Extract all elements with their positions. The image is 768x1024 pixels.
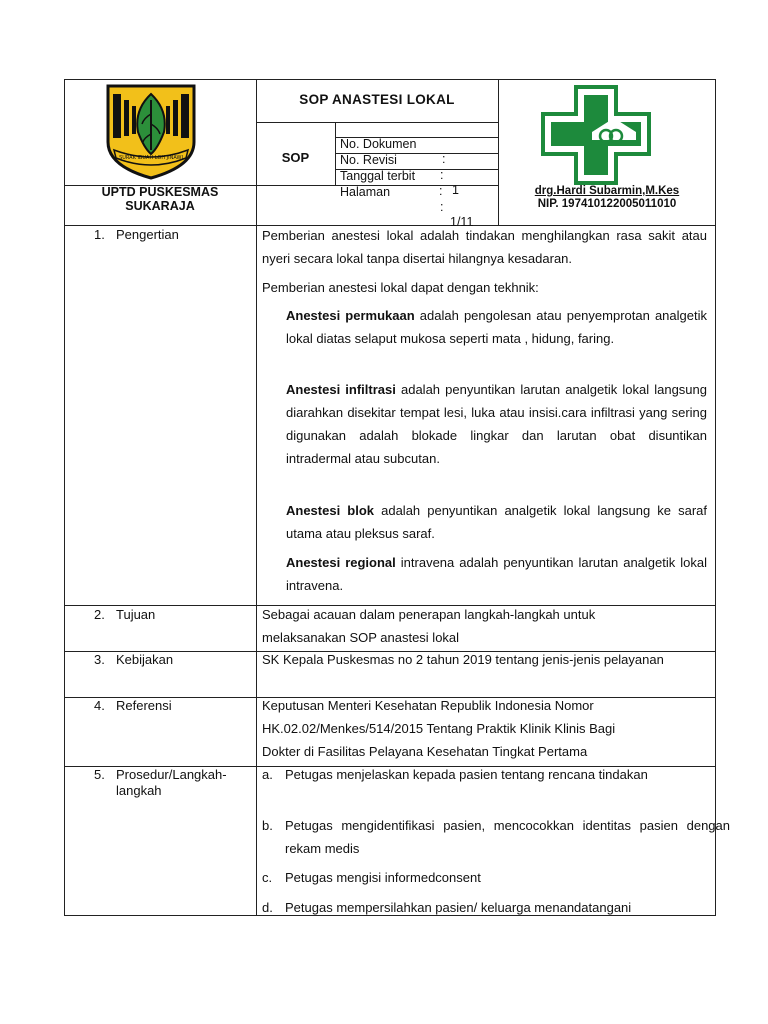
meta-tanggal-terbit: Tanggal terbit : [340,169,443,198]
regency-emblem-icon [104,84,198,180]
signer-block [499,185,715,211]
org-name [64,185,256,213]
svg-text:SURAK IBUAH LOH JINAWI: SURAK IBUAH LOH JINAWI [119,155,183,161]
step-d: d. Petugas mempersilahkan pasien/ keluarga menandatangani [262,900,632,915]
pengertian-intro: Pemberian anestesi lokal adalah tindakan menghilangkan rasa sakit atau nyeri secara lokal tanpa disertai hilangnya kesadaran. [262,228,707,266]
document-title: SOP ANASTESI LOKAL [299,92,455,107]
meta-no-revisi: No. Revisi : 1 [340,153,459,197]
technique-infiltrasi: Anestesi infiltrasi adalah penyuntikan larutan analgetik lokal langsung diarahkan disekitar tempat lesi, luka atau insisi.cara infiltrasi yang sering digunakan adalah blokade lingkar dan larutan obat disuntikan intradermal atau subcutan. [286,382,707,466]
pengertian-intro-2: Pemberian anestesi lokal dapat dengan tekhnik: [262,280,539,295]
meta-halaman: Halaman : 1/11 [340,185,474,229]
referensi-text: Keputusan Menteri Kesehatan Republik Indonesia Nomor HK.02.02/Menkes/514/2015 Tentang Praktik Klinik Klinis Bagi Dokter di Fasilitas Pelayana Kesehatan Tingkat Pertama [262,698,616,759]
section-4-label: 4. Referensi [94,698,172,713]
kebijakan-text: SK Kepala Puskesmas no 2 tahun 2019 tentang jenis-jenis pelayanan [262,652,664,667]
meta-no-dokumen: No. Dokumen : [340,137,446,166]
org-name-line2: SUKARAJA [125,199,195,213]
step-b: b. Petugas mengidentifikasi pasien, mencocokkan identitas pasien dengan rekam medis [262,818,730,856]
sop-label: SOP [281,150,310,165]
signer-nip: NIP. 197410122005011010 [537,198,677,210]
section-2-label: 2. Tujuan [94,607,156,622]
technique-blok: Anestesi blok adalah penyuntikan analgetik lokal langsung ke saraf utama atau pleksus saraf. [286,503,707,541]
puskesmas-cross-logo-icon [540,84,652,186]
technique-permukaan: Anestesi permukaan adalah pengolesan atau penyemprotan analgetik lokal diatas selaput mukosa seperti mata , hidung, faring. [286,308,707,346]
signer-name: drg.Hardi Subarmin,M.Kes [534,185,680,197]
org-name-line1: UPTD PUSKESMAS [101,185,219,199]
section-5-label: 5. Prosedur/Langkah- langkah [94,767,227,798]
step-a: a. Petugas menjelaskan kepada pasien tentang rencana tindakan [262,767,648,782]
step-c: c. Petugas mengisi informedconsent [262,870,481,885]
section-3-label: 3. Kebijakan [94,652,174,667]
section-1-label: 1. Pengertian [94,227,179,242]
technique-regional: Anestesi regional intravena adalah penyuntikan larutan analgetik lokal intravena. [286,555,707,593]
tujuan-text: Sebagai acauan dalam penerapan langkah-langkah untuk melaksanakan SOP anastesi lokal [262,607,596,645]
